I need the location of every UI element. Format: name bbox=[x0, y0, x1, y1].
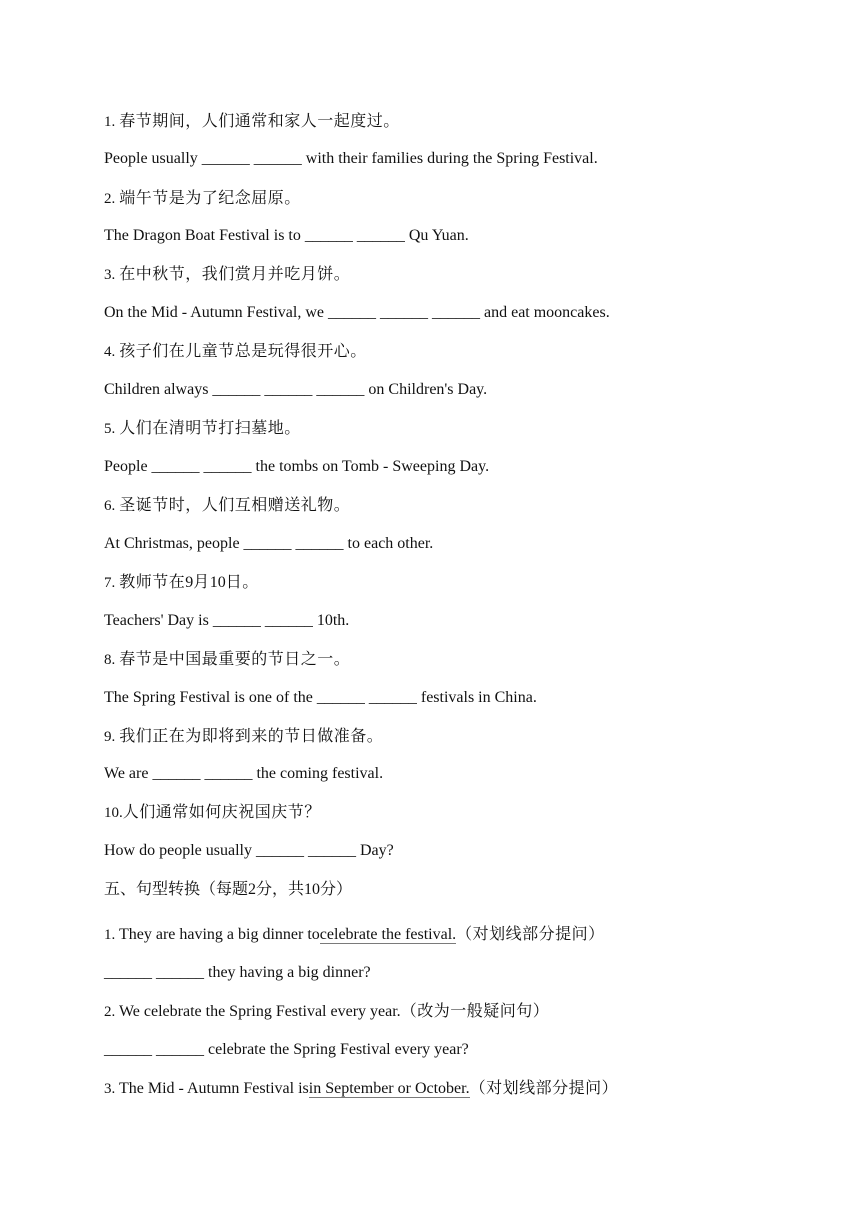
chinese-sentence-part: 日。 bbox=[225, 572, 259, 591]
transform-2-answer: ______ ______ celebrate the Spring Festival every year? bbox=[104, 1041, 469, 1058]
question-number: 6. bbox=[104, 498, 116, 514]
underlined-part: celebrate the festival. bbox=[319, 926, 457, 943]
month-number: 9 bbox=[185, 574, 194, 591]
question-2-english: The Dragon Boat Festival is to ______ ______ Qu Yuan. bbox=[104, 227, 469, 244]
question-number: 7. bbox=[104, 575, 116, 591]
question-8-prompt bbox=[104, 649, 350, 670]
chinese-sentence: 人们在清明节打扫墓地。 bbox=[119, 418, 301, 437]
question-7-english: Teachers' Day is ______ ______ 10th. bbox=[104, 612, 350, 629]
instruction-note: （对划线部分提问） bbox=[456, 924, 605, 943]
question-number: 2. bbox=[104, 1004, 116, 1020]
question-9-prompt bbox=[104, 726, 383, 747]
chinese-sentence: 春节是中国最重要的节日之一。 bbox=[119, 649, 351, 668]
instruction-note: （改为一般疑问句） bbox=[400, 1001, 550, 1020]
question-4-prompt bbox=[104, 341, 367, 362]
sentence: They are having a big dinner to bbox=[118, 926, 320, 943]
transform-1-answer: ______ ______ they having a big dinner? bbox=[104, 964, 371, 981]
question-6-prompt bbox=[104, 495, 350, 516]
question-number: 1. bbox=[104, 114, 116, 130]
question-3-english: On the Mid - Autumn Festival, we ______ ______ ______ and eat mooncakes. bbox=[104, 304, 610, 321]
question-10-prompt bbox=[104, 802, 321, 823]
chinese-sentence: 在中秋节，我们赏月并吃月饼。 bbox=[119, 264, 351, 283]
section-title-part: 五、句型转换（每题 bbox=[104, 879, 249, 898]
day-number: 10 bbox=[209, 574, 226, 591]
total-points: 10 bbox=[304, 881, 321, 898]
transform-3-prompt bbox=[104, 1078, 618, 1099]
sentence: The Mid - Autumn Festival is bbox=[118, 1080, 309, 1097]
section-5-title bbox=[104, 879, 352, 900]
chinese-sentence: 孩子们在儿童节总是玩得很开心。 bbox=[119, 341, 367, 360]
question-number: 10. bbox=[104, 805, 123, 821]
question-number: 4. bbox=[104, 344, 116, 360]
question-number: 1. bbox=[104, 927, 116, 943]
question-7-prompt bbox=[104, 572, 259, 593]
chinese-sentence: 人们通常如何庆祝国庆节？ bbox=[122, 802, 321, 821]
chinese-sentence: 端午节是为了纪念屈原。 bbox=[119, 188, 301, 207]
question-4-english: Children always ______ ______ ______ on Children's Day. bbox=[104, 381, 488, 398]
points-per-item: 2 bbox=[248, 881, 257, 898]
question-10-english: How do people usually ______ ______ Day? bbox=[104, 842, 394, 859]
transform-2-prompt bbox=[104, 1001, 549, 1022]
chinese-sentence: 我们正在为即将到来的节日做准备。 bbox=[119, 726, 384, 745]
question-number: 3. bbox=[104, 267, 116, 283]
question-6-english: At Christmas, people ______ ______ to each other. bbox=[104, 535, 434, 552]
question-5-english: People ______ ______ the tombs on Tomb - Sweeping Day. bbox=[104, 458, 490, 475]
question-number: 8. bbox=[104, 652, 116, 668]
instruction-note: （对划线部分提问） bbox=[469, 1078, 619, 1097]
question-number: 3. bbox=[104, 1081, 116, 1097]
transform-1-prompt bbox=[104, 924, 605, 945]
question-1-english: People usually ______ ______ with their families during the Spring Festival. bbox=[104, 150, 598, 167]
sentence: We celebrate the Spring Festival every year. bbox=[118, 1003, 401, 1020]
chinese-sentence: 春节期间，人们通常和家人一起度过。 bbox=[119, 111, 400, 130]
section-title-part: 分，共 bbox=[256, 879, 305, 898]
question-number: 5. bbox=[104, 421, 116, 437]
question-number: 9. bbox=[104, 729, 116, 745]
chinese-sentence: 圣诞节时，人们互相赠送礼物。 bbox=[119, 495, 351, 514]
question-5-prompt bbox=[104, 418, 301, 439]
chinese-sentence-part: 教师节在 bbox=[119, 572, 186, 591]
question-1-prompt bbox=[104, 111, 400, 132]
question-9-english: We are ______ ______ the coming festival. bbox=[104, 765, 384, 782]
chinese-sentence-part: 月 bbox=[193, 572, 210, 591]
underlined-part: in September or October. bbox=[308, 1080, 470, 1097]
question-2-prompt bbox=[104, 188, 301, 209]
question-number: 2. bbox=[104, 191, 116, 207]
section-title-part: 分） bbox=[320, 879, 353, 898]
question-3-prompt bbox=[104, 264, 350, 285]
question-8-english: The Spring Festival is one of the ______ ______ festivals in China. bbox=[104, 689, 537, 706]
